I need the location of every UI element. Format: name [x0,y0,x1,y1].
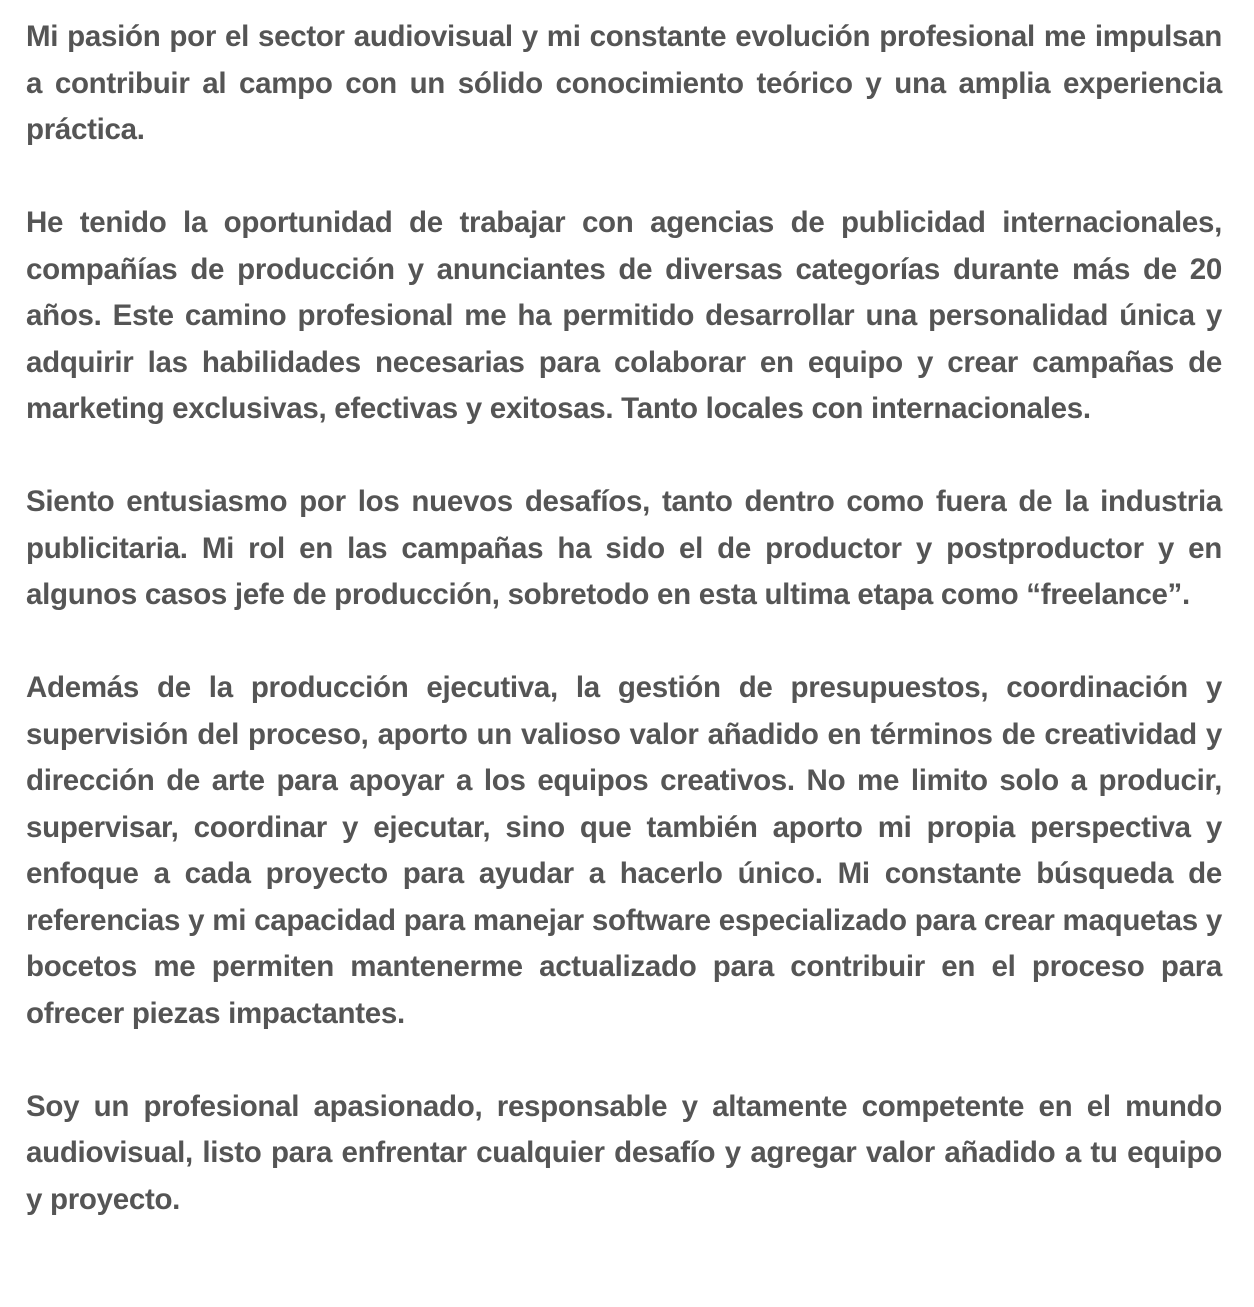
paragraph-passion: Mi pasión por el sector audiovisual y mi constante evolución profesional me impulsan a contribuir al campo con un sólido conocimiento teórico y una amplia experiencia práctica. [26,20,1222,146]
paragraph-experience: He tenido la oportunidad de trabajar con agencias de publicidad internacionales, compañías de producción y anunciantes de diversas categorías durante más de 20 años. Este camino profesional me ha permitido desarrollar una personalidad única y adquirir las habilidades necesarias para colaborar en equipo y crear campañas de marketing exclusivas, efectivas y exitosas. Tanto locales con internacionales. [26,206,1222,425]
paragraph-summary: Soy un profesional apasionado, responsable y altamente competente en el mundo audiovisual, listo para enfrentar cualquier desafío y agregar valor añadido a tu equipo y proyecto. [26,1089,1222,1216]
paragraph-challenges: Siento entusiasmo por los nuevos desafíos, tanto dentro como fuera de la industria publicitaria. Mi rol en las campañas ha sido el de productor y postproductor y en algunos casos jefe de producción, sobretodo en esta ultima etapa como “freelance”. [26,485,1222,611]
paragraph-production: Además de la producción ejecutiva, la gestión de presupuestos, coordinación y supervisión del proceso, aporto un valioso valor añadido en términos de creatividad y dirección de arte para apoyar a los equipos creativos. No me limito solo a producir, supervisar, coordinar y ejecutar, sino que también aporto mi propia perspectiva y enfoque a cada proyecto para ayudar a hacerlo único. Mi constante búsqueda de referencias y mi capacidad para manejar software especializado para crear maquetas y bocetos me permiten mantenerme actualizado para contribuir en el proceso para ofrecer piezas impactantes. [26,671,1222,1030]
